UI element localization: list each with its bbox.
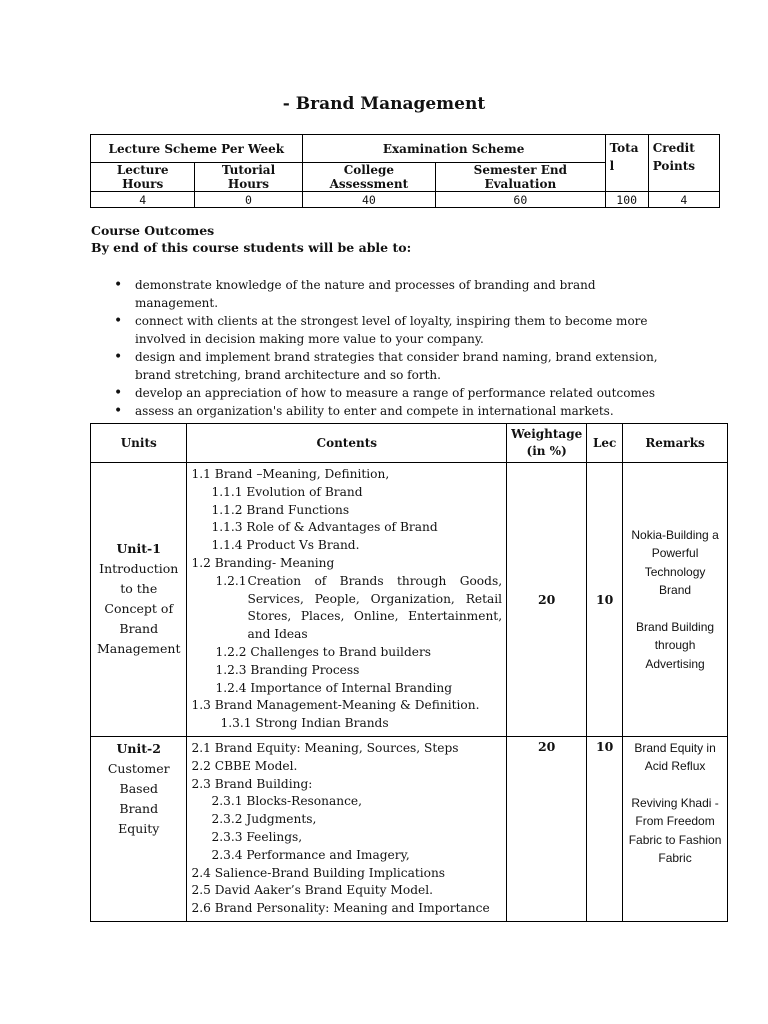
content-line: and Ideas — [247, 627, 308, 642]
unit-1-title: Introduction to the Concept of Brand Management — [97, 561, 181, 657]
course-outcomes-block — [91, 222, 411, 256]
content-line: 2.1 Brand Equity: Meaning, Sources, Steps — [191, 740, 459, 755]
course-outcomes-heading: Course Outcomes — [91, 223, 215, 238]
content-line: 2.3 Brand Building: — [191, 776, 313, 791]
content-line: 2.6 Brand Personality: Meaning and Importance — [191, 901, 490, 916]
unit-2-name: Unit-2 — [116, 740, 161, 756]
college-assessment-header: College Assessment — [302, 163, 435, 192]
outcome-item: • demonstrate knowledge of the nature and processes of branding and brand management. — [114, 276, 674, 312]
total-header: Tota l — [605, 135, 648, 192]
contents-header: Contents — [187, 424, 507, 463]
lecture-hours-header: Lecture Hours — [91, 163, 195, 192]
content-line: 2.4 Salience-Brand Building Implications — [191, 865, 446, 880]
course-outcomes-intro: By end of this course students will be able to: — [91, 240, 412, 255]
tutorial-hours-value: 0 — [195, 192, 302, 208]
unit-1-remarks — [623, 463, 728, 737]
unit-2-title: Customer Based Brand Equity — [107, 760, 170, 836]
content-line: 1.2.3 Branding Process — [215, 662, 360, 677]
outcomes-list — [114, 276, 674, 420]
lecture-hours-value: 4 — [91, 192, 195, 208]
scheme-table — [90, 134, 720, 208]
content-line: 1.2.4 Importance of Internal Branding — [215, 680, 453, 695]
lecture-scheme-header: Lecture Scheme Per Week — [91, 135, 303, 163]
total-value: 100 — [605, 192, 648, 208]
exam-scheme-header: Examination Scheme — [302, 135, 605, 163]
unit-1-name: Unit-1 — [116, 541, 161, 557]
weightage-header: Weightage (in %) — [507, 424, 587, 463]
college-assessment-value: 40 — [302, 192, 435, 208]
content-line: 1.1.1 Evolution of Brand — [211, 484, 363, 499]
content-line: 2.3.2 Judgments, — [211, 812, 317, 827]
unit-2-remarks — [623, 736, 728, 921]
remark: Nokia-Building a Powerful Technology Brand — [631, 527, 719, 598]
outcome-item: • develop an appreciation of how to measure a range of performance related outcomes — [114, 384, 674, 402]
content-line: 2.3.1 Blocks-Resonance, — [211, 794, 363, 809]
content-line: Services, People, Organization, Retail — [247, 591, 503, 606]
unit-2-contents — [187, 736, 507, 921]
remarks-header: Remarks — [623, 424, 728, 463]
semester-end-value: 60 — [436, 192, 606, 208]
content-line: 1.2.2 Challenges to Brand builders — [215, 644, 432, 659]
credit-points-header: Credit Points — [648, 135, 719, 192]
content-line: Creation of Brands through Goods, — [247, 573, 503, 588]
content-line: 1.1.2 Brand Functions — [211, 502, 350, 517]
content-line: 2.2 CBBE Model. — [191, 758, 298, 773]
content-line: 1.3 Brand Management-Meaning & Definition. — [191, 698, 480, 713]
content-line: 2.3.4 Performance and Imagery, — [211, 847, 410, 862]
content-line: 2.3.3 Feelings, — [211, 829, 303, 844]
content-line: 1.3.1 Strong Indian Brands — [220, 716, 389, 731]
unit-2-lec: 10 — [587, 736, 623, 921]
content-number: 1.2.1 — [215, 573, 247, 588]
units-table — [90, 423, 728, 922]
table-row — [91, 736, 728, 921]
unit-2-cell — [91, 736, 187, 921]
table-row — [91, 463, 728, 737]
tutorial-hours-header: Tutorial Hours — [195, 163, 302, 192]
content-line: Stores, Places, Online, Entertainment, — [247, 609, 503, 624]
outcome-item: • connect with clients at the strongest level of loyalty, inspiring them to become more involved in decision making more value to your company. — [114, 312, 674, 348]
content-line: 2.5 David Aaker’s Brand Equity Model. — [191, 883, 434, 898]
semester-end-header: Semester End Evaluation — [436, 163, 606, 192]
credit-points-value: 4 — [648, 192, 719, 208]
content-paragraph — [247, 573, 502, 644]
unit-1-cell — [91, 463, 187, 737]
content-line: 1.2 Branding- Meaning — [191, 555, 335, 570]
remark: Brand Building through Advertising — [636, 619, 715, 671]
outcome-item: • design and implement brand strategies that consider brand naming, brand extension, brand stretching, brand architecture and so forth. — [114, 348, 674, 384]
content-line: 1.1.4 Product Vs Brand. — [211, 538, 360, 553]
outcome-item: • assess an organization's ability to enter and compete in international markets. — [114, 402, 674, 420]
remark: Reviving Khadi - From Freedom Fabric to Fashion Fabric — [628, 795, 722, 866]
content-line — [191, 573, 502, 644]
unit-2-weightage: 20 — [507, 736, 587, 921]
units-header: Units — [91, 424, 187, 463]
unit-1-weightage: 20 — [507, 463, 587, 737]
unit-1-contents — [187, 463, 507, 737]
remark: Brand Equity in Acid Reflux — [634, 740, 716, 774]
content-line: 1.1 Brand –Meaning, Definition, — [191, 467, 390, 481]
content-line: 1.1.3 Role of & Advantages of Brand — [211, 520, 438, 535]
page-title: - Brand Management — [282, 94, 486, 114]
lec-header: Lec — [587, 424, 623, 463]
unit-1-lec: 10 — [587, 463, 623, 737]
